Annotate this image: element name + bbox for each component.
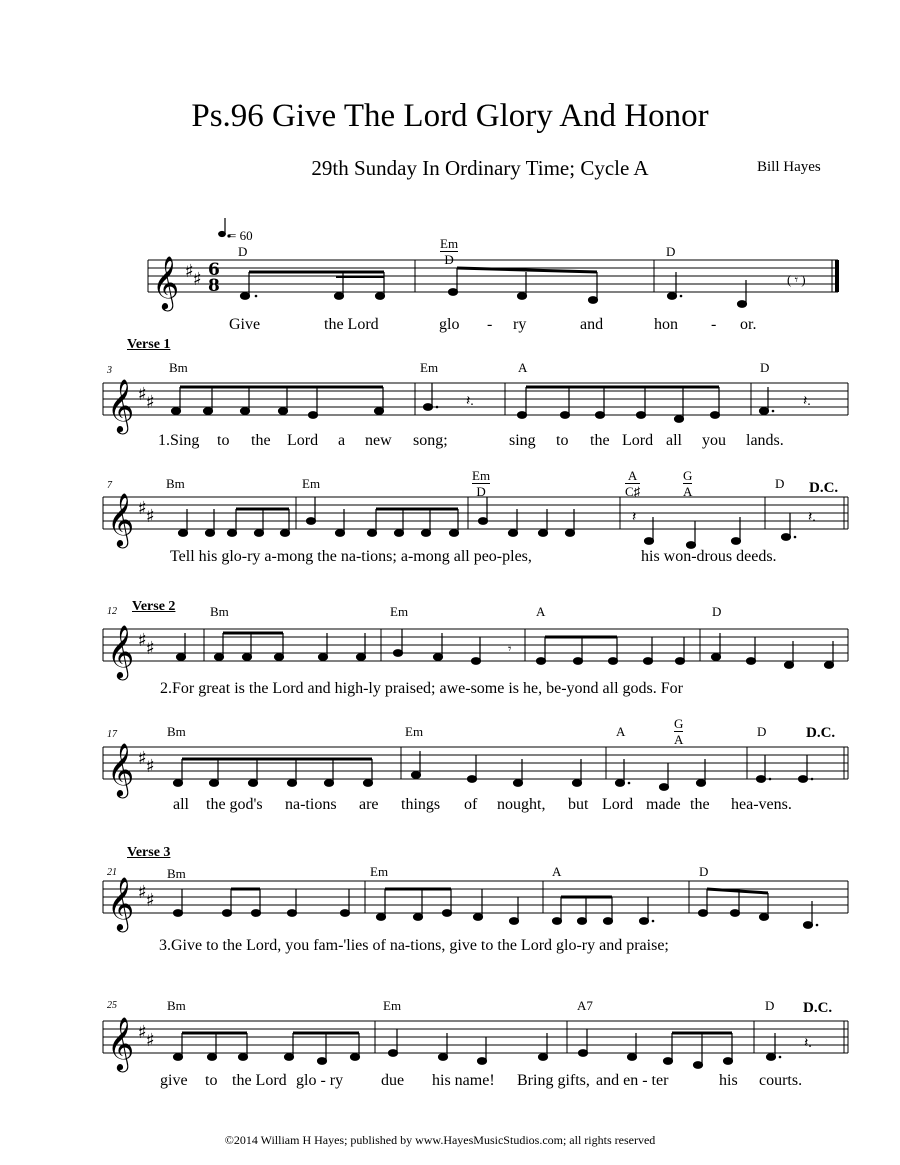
lyric-syllable: na-tions <box>285 796 337 813</box>
lyric-syllable: glo - ry <box>296 1072 344 1089</box>
section-label-verse-1: Verse 1 <box>127 337 171 352</box>
svg-text:♯: ♯ <box>185 261 194 282</box>
chord-symbol: D <box>757 724 767 739</box>
chord-symbol: G <box>674 716 684 731</box>
lyric-syllable: courts. <box>759 1072 803 1089</box>
svg-text:𝄞: 𝄞 <box>107 1016 135 1070</box>
chord-symbol: Bm <box>167 866 186 881</box>
chord-symbol: G <box>683 468 693 483</box>
svg-text:𝄽.: 𝄽. <box>466 394 474 409</box>
measure-number: 3 <box>107 365 112 376</box>
lyric-syllable: the <box>590 432 610 449</box>
lyric-syllable: Lord <box>622 432 654 449</box>
chord-symbol: Bm <box>210 604 229 619</box>
measure-number: 12 <box>107 606 117 617</box>
lyric-syllable: the <box>251 432 271 449</box>
lyric-syllable: and <box>580 316 604 333</box>
svg-text:𝄞: 𝄞 <box>107 624 135 678</box>
lyric-line: Tell his glo-ry a-mong the na-tions; a-mong all peo-ples, <box>170 548 532 565</box>
tempo-marking: = 60 <box>229 228 253 243</box>
chord-symbol: D <box>765 998 775 1013</box>
lyric-syllable: - <box>711 316 717 333</box>
lyric-syllable: his name! <box>432 1072 495 1089</box>
lyric-syllable: all <box>173 796 189 813</box>
svg-text:𝄾: 𝄾 <box>508 641 512 656</box>
chord-symbol: D <box>666 244 676 259</box>
lyric-syllable: his <box>719 1072 738 1089</box>
chord-symbol: A <box>536 604 546 619</box>
svg-text:𝄞: 𝄞 <box>152 255 180 309</box>
svg-text:6: 6 <box>208 260 220 280</box>
chord-symbol: Em <box>440 236 459 251</box>
lyric-line: 3.Give to the Lord, you fam-'lies of na-tions, give to the Lord glo-ry and praise; <box>159 937 669 954</box>
lyric-syllable: things <box>401 796 441 813</box>
lyric-syllable: sing <box>509 432 536 449</box>
svg-text:♯: ♯ <box>146 756 155 777</box>
measure-number: 7 <box>107 480 112 491</box>
svg-text:8: 8 <box>208 276 220 296</box>
chord-symbol: A <box>625 468 640 484</box>
svg-text:♯: ♯ <box>138 384 147 405</box>
chord-symbol: Em <box>383 998 402 1013</box>
lyric-syllable: are <box>359 796 379 813</box>
lyric-syllable: you <box>702 432 726 449</box>
chord-symbol: A <box>674 732 684 747</box>
lyric-syllable: the Lord <box>324 316 379 333</box>
lyric-syllable: 1.Sing <box>158 432 200 449</box>
chord-symbol: D <box>712 604 722 619</box>
lyric-line: 2.For great is the Lord and high-ly praised; awe-some is he, be-yond all gods. For <box>160 680 683 697</box>
svg-text:♯: ♯ <box>146 392 155 413</box>
chord-symbol: A <box>518 360 528 375</box>
chord-symbol: Bm <box>169 360 188 375</box>
lyric-syllable: the god's <box>206 796 263 813</box>
lyric-syllable: to <box>556 432 569 449</box>
lyric-syllable: glo <box>439 316 460 333</box>
svg-text:♯: ♯ <box>146 890 155 911</box>
chord-symbol: A7 <box>577 998 593 1013</box>
chord-symbol: D <box>444 252 454 267</box>
copyright-footer: ©2014 William H Hayes; published by www.HayesMusicStudios.com; all rights reserved <box>224 1133 656 1147</box>
lyric-syllable: lands. <box>746 432 784 449</box>
lyric-line: his won-drous deeds. <box>641 548 777 565</box>
lyric-syllable: nought, <box>497 796 546 813</box>
lyric-syllable: the Lord <box>232 1072 287 1089</box>
chord-symbol: Bm <box>167 998 186 1013</box>
lyric-syllable: a <box>338 432 346 449</box>
section-label-verse-3: Verse 3 <box>127 845 171 860</box>
chord-symbol: Em <box>472 468 491 483</box>
svg-text:𝄽.: 𝄽. <box>804 1036 812 1051</box>
lyric-syllable: - <box>487 316 493 333</box>
svg-text:♯: ♯ <box>146 1030 155 1051</box>
svg-text:♯: ♯ <box>146 638 155 659</box>
lyric-syllable: give <box>160 1072 188 1089</box>
lyric-syllable: new <box>365 432 392 449</box>
chord-symbol: A <box>552 864 562 879</box>
lyric-syllable: of <box>464 796 478 813</box>
lyric-syllable: song; <box>413 432 448 449</box>
svg-text:♯: ♯ <box>138 748 147 769</box>
page-subtitle: 29th Sunday In Ordinary Time; Cycle A <box>311 156 649 180</box>
svg-text:( 𝄾 ): ( 𝄾 ) <box>787 272 806 287</box>
page-title: Ps.96 Give The Lord Glory And Honor <box>191 98 709 134</box>
dc-marking: D.C. <box>806 725 836 741</box>
chord-symbol: D <box>238 244 248 259</box>
lyric-syllable: hea-vens. <box>731 796 792 813</box>
chord-symbol: D <box>476 484 486 499</box>
lyric-syllable: but <box>568 796 589 813</box>
chord-symbol: Bm <box>167 724 186 739</box>
svg-text:♯: ♯ <box>138 1022 147 1043</box>
chord-symbol: D <box>760 360 770 375</box>
measure-number: 21 <box>107 867 117 878</box>
svg-text:𝄞: 𝄞 <box>107 876 135 930</box>
dc-marking: D.C. <box>803 1000 833 1016</box>
svg-text:♯: ♯ <box>138 498 147 519</box>
measure-number: 25 <box>107 1000 117 1011</box>
lyric-syllable: made <box>646 796 681 813</box>
lyric-syllable: all <box>666 432 682 449</box>
lyric-syllable: Give <box>229 316 261 333</box>
lyric-syllable: Lord <box>287 432 319 449</box>
chord-symbol: Em <box>405 724 424 739</box>
lyric-syllable: to <box>205 1072 218 1089</box>
chord-symbol: D <box>699 864 709 879</box>
svg-text:♯: ♯ <box>193 269 202 290</box>
svg-text:𝄞: 𝄞 <box>107 492 135 546</box>
svg-text:𝄞: 𝄞 <box>107 742 135 796</box>
chord-symbol: D <box>775 476 785 491</box>
chord-symbol: Em <box>370 864 389 879</box>
lyric-syllable: hon <box>654 316 678 333</box>
chord-symbol: Em <box>390 604 409 619</box>
chord-symbol: C♯ <box>625 484 641 499</box>
lyric-syllable: and en - ter <box>596 1072 669 1089</box>
lyric-syllable: ry <box>513 316 527 333</box>
svg-text:♯: ♯ <box>138 882 147 903</box>
chord-symbol: A <box>683 484 693 499</box>
dc-marking: D.C. <box>809 480 839 496</box>
chord-symbol: Em <box>302 476 321 491</box>
lyric-syllable: Bring gifts, <box>517 1072 590 1089</box>
measure-number: 17 <box>107 729 117 740</box>
svg-text:♯: ♯ <box>146 506 155 527</box>
lyric-syllable: to <box>217 432 230 449</box>
svg-text:𝄽.: 𝄽. <box>803 394 811 409</box>
svg-text:𝄞: 𝄞 <box>107 378 135 432</box>
chord-symbol: Bm <box>166 476 185 491</box>
svg-text:𝄽.: 𝄽. <box>808 510 816 525</box>
svg-text:𝄽: 𝄽 <box>632 510 637 525</box>
lyric-syllable: Lord <box>602 796 634 813</box>
lyric-syllable: due <box>381 1072 405 1089</box>
chord-symbol: A <box>616 724 626 739</box>
lyric-syllable: or. <box>740 316 757 333</box>
lyric-syllable: the <box>690 796 710 813</box>
section-label-verse-2: Verse 2 <box>132 599 176 614</box>
composer-name: Bill Hayes <box>757 159 821 175</box>
svg-text:♯: ♯ <box>138 630 147 651</box>
chord-symbol: Em <box>420 360 439 375</box>
